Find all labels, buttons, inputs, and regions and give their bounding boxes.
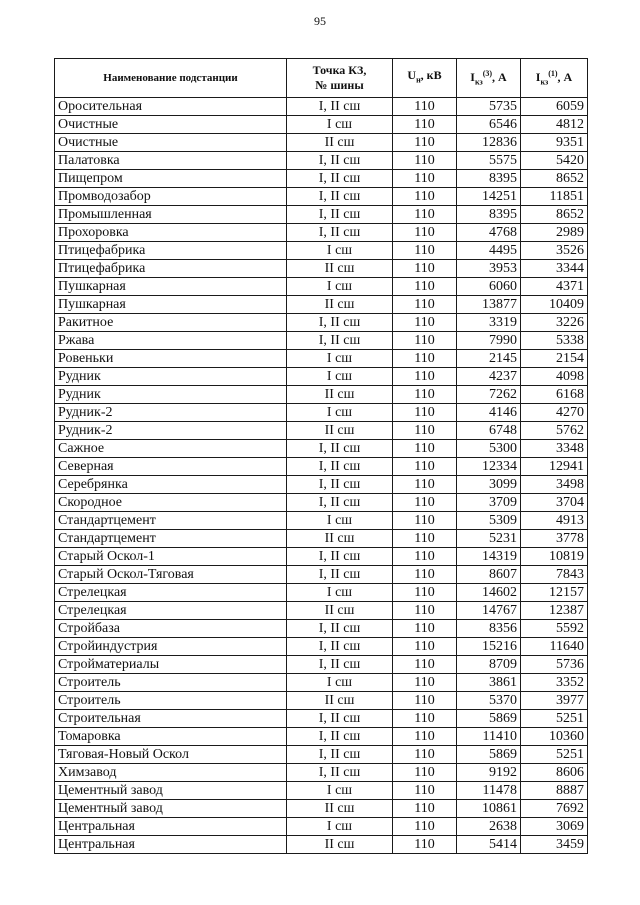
cell-fault-point: II сш bbox=[287, 800, 393, 818]
cell-voltage: 110 bbox=[393, 530, 457, 548]
cell-voltage: 110 bbox=[393, 692, 457, 710]
table-row bbox=[55, 386, 588, 404]
cell-substation-name: Ровеньки bbox=[55, 350, 287, 368]
cell-i1: 12387 bbox=[521, 602, 588, 620]
cell-i3: 5414 bbox=[457, 836, 521, 854]
cell-substation-name: Стройматериалы bbox=[55, 656, 287, 674]
cell-i3: 4768 bbox=[457, 224, 521, 242]
cell-i3: 12334 bbox=[457, 458, 521, 476]
cell-substation-name: Центральная bbox=[55, 836, 287, 854]
cell-i1: 3226 bbox=[521, 314, 588, 332]
cell-i1: 10360 bbox=[521, 728, 588, 746]
cell-substation-name: Пушкарная bbox=[55, 278, 287, 296]
cell-i3: 4495 bbox=[457, 242, 521, 260]
cell-i3: 9192 bbox=[457, 764, 521, 782]
cell-fault-point: I, II сш bbox=[287, 494, 393, 512]
table-row bbox=[55, 134, 588, 152]
cell-substation-name: Прохоровка bbox=[55, 224, 287, 242]
cell-voltage: 110 bbox=[393, 152, 457, 170]
cell-i3: 4237 bbox=[457, 368, 521, 386]
cell-fault-point: I, II сш bbox=[287, 188, 393, 206]
cell-fault-point: II сш bbox=[287, 422, 393, 440]
cell-i3: 6060 bbox=[457, 278, 521, 296]
header-voltage-sub: н bbox=[416, 75, 421, 85]
cell-substation-name: Цементный завод bbox=[55, 782, 287, 800]
cell-fault-point: II сш bbox=[287, 602, 393, 620]
cell-voltage: 110 bbox=[393, 422, 457, 440]
cell-substation-name: Рудник-2 bbox=[55, 404, 287, 422]
cell-fault-point: I, II сш bbox=[287, 332, 393, 350]
header-i3-sup: (3) bbox=[482, 69, 493, 79]
cell-fault-point: I, II сш bbox=[287, 638, 393, 656]
cell-i1: 2989 bbox=[521, 224, 588, 242]
table-header-row bbox=[55, 59, 588, 98]
cell-fault-point: II сш bbox=[287, 692, 393, 710]
cell-substation-name: Строитель bbox=[55, 692, 287, 710]
cell-i3: 5231 bbox=[457, 530, 521, 548]
cell-voltage: 110 bbox=[393, 494, 457, 512]
cell-i1: 3778 bbox=[521, 530, 588, 548]
cell-i3: 12836 bbox=[457, 134, 521, 152]
table-row bbox=[55, 260, 588, 278]
cell-substation-name: Птицефабрика bbox=[55, 242, 287, 260]
cell-i1: 8887 bbox=[521, 782, 588, 800]
table-row bbox=[55, 422, 588, 440]
cell-voltage: 110 bbox=[393, 224, 457, 242]
cell-i1: 5420 bbox=[521, 152, 588, 170]
cell-substation-name: Палатовка bbox=[55, 152, 287, 170]
cell-i1: 5251 bbox=[521, 746, 588, 764]
cell-substation-name: Пищепром bbox=[55, 170, 287, 188]
cell-substation-name: Стрелецкая bbox=[55, 584, 287, 602]
cell-i1: 3526 bbox=[521, 242, 588, 260]
header-i3-unit: , А bbox=[492, 70, 507, 85]
table-row bbox=[55, 728, 588, 746]
cell-i3: 2145 bbox=[457, 350, 521, 368]
cell-i1: 10409 bbox=[521, 296, 588, 314]
cell-substation-name: Стандартцемент bbox=[55, 512, 287, 530]
cell-substation-name: Центральная bbox=[55, 818, 287, 836]
cell-voltage: 110 bbox=[393, 836, 457, 854]
cell-i3: 10861 bbox=[457, 800, 521, 818]
table-row bbox=[55, 530, 588, 548]
cell-i1: 5762 bbox=[521, 422, 588, 440]
cell-i1: 5592 bbox=[521, 620, 588, 638]
cell-i3: 5735 bbox=[457, 98, 521, 116]
cell-i1: 10819 bbox=[521, 548, 588, 566]
cell-fault-point: II сш bbox=[287, 134, 393, 152]
table-body bbox=[55, 98, 588, 854]
cell-voltage: 110 bbox=[393, 188, 457, 206]
cell-substation-name: Томаровка bbox=[55, 728, 287, 746]
cell-fault-point: I сш bbox=[287, 368, 393, 386]
cell-substation-name: Пушкарная bbox=[55, 296, 287, 314]
table-row bbox=[55, 440, 588, 458]
cell-substation-name: Строитель bbox=[55, 674, 287, 692]
table-row bbox=[55, 188, 588, 206]
cell-fault-point: II сш bbox=[287, 296, 393, 314]
cell-fault-point: I, II сш bbox=[287, 764, 393, 782]
cell-voltage: 110 bbox=[393, 206, 457, 224]
cell-i1: 4812 bbox=[521, 116, 588, 134]
cell-i3: 3861 bbox=[457, 674, 521, 692]
cell-substation-name: Очистные bbox=[55, 116, 287, 134]
cell-i3: 8356 bbox=[457, 620, 521, 638]
table-row bbox=[55, 494, 588, 512]
cell-voltage: 110 bbox=[393, 98, 457, 116]
table-row bbox=[55, 584, 588, 602]
cell-i1: 3352 bbox=[521, 674, 588, 692]
cell-i1: 4270 bbox=[521, 404, 588, 422]
cell-i1: 11640 bbox=[521, 638, 588, 656]
table-row bbox=[55, 638, 588, 656]
cell-substation-name: Строительная bbox=[55, 710, 287, 728]
table-row bbox=[55, 350, 588, 368]
cell-fault-point: I, II сш bbox=[287, 458, 393, 476]
cell-fault-point: I, II сш bbox=[287, 710, 393, 728]
cell-i1: 7843 bbox=[521, 566, 588, 584]
table-row bbox=[55, 170, 588, 188]
cell-substation-name: Северная bbox=[55, 458, 287, 476]
cell-i1: 8652 bbox=[521, 170, 588, 188]
cell-i3: 11478 bbox=[457, 782, 521, 800]
cell-voltage: 110 bbox=[393, 548, 457, 566]
cell-i1: 6059 bbox=[521, 98, 588, 116]
cell-i1: 11851 bbox=[521, 188, 588, 206]
cell-substation-name: Рудник-2 bbox=[55, 422, 287, 440]
table-row bbox=[55, 368, 588, 386]
cell-substation-name: Очистные bbox=[55, 134, 287, 152]
cell-i3: 5300 bbox=[457, 440, 521, 458]
cell-voltage: 110 bbox=[393, 620, 457, 638]
cell-i1: 5736 bbox=[521, 656, 588, 674]
table-row bbox=[55, 206, 588, 224]
cell-substation-name: Скородное bbox=[55, 494, 287, 512]
header-i3-symbol: I bbox=[470, 70, 475, 85]
header-voltage bbox=[393, 59, 457, 98]
cell-voltage: 110 bbox=[393, 602, 457, 620]
cell-voltage: 110 bbox=[393, 584, 457, 602]
cell-i1: 2154 bbox=[521, 350, 588, 368]
cell-voltage: 110 bbox=[393, 134, 457, 152]
cell-i3: 4146 bbox=[457, 404, 521, 422]
cell-i3: 13877 bbox=[457, 296, 521, 314]
cell-substation-name: Ракитное bbox=[55, 314, 287, 332]
cell-voltage: 110 bbox=[393, 674, 457, 692]
cell-voltage: 110 bbox=[393, 332, 457, 350]
table-row bbox=[55, 836, 588, 854]
cell-substation-name: Стройиндустрия bbox=[55, 638, 287, 656]
table-row bbox=[55, 656, 588, 674]
cell-i3: 3099 bbox=[457, 476, 521, 494]
table-row bbox=[55, 296, 588, 314]
header-fault-point-line2: № шины bbox=[315, 78, 364, 92]
cell-fault-point: I, II сш bbox=[287, 152, 393, 170]
cell-i3: 5869 bbox=[457, 710, 521, 728]
table-row bbox=[55, 692, 588, 710]
cell-fault-point: I, II сш bbox=[287, 728, 393, 746]
cell-i1: 3977 bbox=[521, 692, 588, 710]
cell-substation-name: Птицефабрика bbox=[55, 260, 287, 278]
cell-substation-name: Сажное bbox=[55, 440, 287, 458]
cell-i3: 6748 bbox=[457, 422, 521, 440]
table-row bbox=[55, 602, 588, 620]
cell-voltage: 110 bbox=[393, 656, 457, 674]
cell-fault-point: I сш bbox=[287, 584, 393, 602]
cell-voltage: 110 bbox=[393, 260, 457, 278]
table-row bbox=[55, 764, 588, 782]
table-row bbox=[55, 404, 588, 422]
table-row bbox=[55, 314, 588, 332]
cell-i1: 8606 bbox=[521, 764, 588, 782]
cell-fault-point: I, II сш bbox=[287, 170, 393, 188]
header-i3 bbox=[457, 59, 521, 98]
cell-i1: 3348 bbox=[521, 440, 588, 458]
cell-i3: 8607 bbox=[457, 566, 521, 584]
table-row bbox=[55, 116, 588, 134]
cell-substation-name: Стройбаза bbox=[55, 620, 287, 638]
table-row bbox=[55, 800, 588, 818]
cell-voltage: 110 bbox=[393, 440, 457, 458]
cell-i3: 14602 bbox=[457, 584, 521, 602]
cell-i3: 7262 bbox=[457, 386, 521, 404]
table-row bbox=[55, 782, 588, 800]
cell-substation-name: Старый Оскол-Тяговая bbox=[55, 566, 287, 584]
cell-i3: 8395 bbox=[457, 170, 521, 188]
header-i1-symbol: I bbox=[535, 70, 541, 85]
cell-i1: 3344 bbox=[521, 260, 588, 278]
cell-fault-point: I, II сш bbox=[287, 746, 393, 764]
cell-fault-point: I, II сш bbox=[287, 548, 393, 566]
cell-fault-point: I, II сш bbox=[287, 620, 393, 638]
cell-fault-point: I, II сш bbox=[287, 206, 393, 224]
cell-i1: 5251 bbox=[521, 710, 588, 728]
table-row bbox=[55, 512, 588, 530]
cell-fault-point: I сш bbox=[287, 512, 393, 530]
cell-voltage: 110 bbox=[393, 350, 457, 368]
cell-voltage: 110 bbox=[393, 170, 457, 188]
cell-i3: 14767 bbox=[457, 602, 521, 620]
cell-fault-point: I, II сш bbox=[287, 314, 393, 332]
cell-i3: 2638 bbox=[457, 818, 521, 836]
cell-fault-point: II сш bbox=[287, 260, 393, 278]
table-row bbox=[55, 98, 588, 116]
cell-substation-name: Стандартцемент bbox=[55, 530, 287, 548]
cell-substation-name: Тяговая-Новый Оскол bbox=[55, 746, 287, 764]
cell-i1: 12941 bbox=[521, 458, 588, 476]
cell-substation-name: Цементный завод bbox=[55, 800, 287, 818]
cell-fault-point: I, II сш bbox=[287, 656, 393, 674]
table-row bbox=[55, 818, 588, 836]
cell-voltage: 110 bbox=[393, 728, 457, 746]
cell-fault-point: I сш bbox=[287, 404, 393, 422]
cell-substation-name: Серебрянка bbox=[55, 476, 287, 494]
table-row bbox=[55, 458, 588, 476]
header-i1 bbox=[521, 59, 588, 98]
cell-substation-name: Оросительная bbox=[55, 98, 287, 116]
cell-substation-name: Промышленная bbox=[55, 206, 287, 224]
cell-voltage: 110 bbox=[393, 710, 457, 728]
cell-voltage: 110 bbox=[393, 512, 457, 530]
cell-voltage: 110 bbox=[393, 314, 457, 332]
cell-voltage: 110 bbox=[393, 278, 457, 296]
cell-i3: 3319 bbox=[457, 314, 521, 332]
cell-fault-point: II сш bbox=[287, 530, 393, 548]
page-number: 95 bbox=[314, 14, 326, 28]
cell-i3: 5309 bbox=[457, 512, 521, 530]
cell-fault-point: II сш bbox=[287, 386, 393, 404]
cell-i1: 4913 bbox=[521, 512, 588, 530]
cell-voltage: 110 bbox=[393, 368, 457, 386]
cell-voltage: 110 bbox=[393, 296, 457, 314]
cell-substation-name: Промводозабор bbox=[55, 188, 287, 206]
cell-substation-name: Стрелецкая bbox=[55, 602, 287, 620]
cell-i3: 3709 bbox=[457, 494, 521, 512]
cell-substation-name: Ржава bbox=[55, 332, 287, 350]
cell-substation-name: Химзавод bbox=[55, 764, 287, 782]
header-voltage-symbol: U bbox=[407, 68, 417, 83]
cell-fault-point: I сш bbox=[287, 242, 393, 260]
cell-substation-name: Старый Оскол-1 bbox=[55, 548, 287, 566]
cell-i3: 6546 bbox=[457, 116, 521, 134]
cell-i1: 9351 bbox=[521, 134, 588, 152]
cell-i1: 3459 bbox=[521, 836, 588, 854]
cell-i1: 3704 bbox=[521, 494, 588, 512]
table-row bbox=[55, 332, 588, 350]
table-row bbox=[55, 548, 588, 566]
cell-fault-point: II сш bbox=[287, 836, 393, 854]
cell-voltage: 110 bbox=[393, 566, 457, 584]
cell-i3: 5575 bbox=[457, 152, 521, 170]
header-voltage-unit: , кВ bbox=[420, 68, 442, 83]
cell-i1: 12157 bbox=[521, 584, 588, 602]
table-row bbox=[55, 242, 588, 260]
cell-fault-point: I сш bbox=[287, 782, 393, 800]
cell-i1: 3498 bbox=[521, 476, 588, 494]
cell-voltage: 110 bbox=[393, 476, 457, 494]
cell-voltage: 110 bbox=[393, 404, 457, 422]
cell-substation-name: Рудник bbox=[55, 386, 287, 404]
cell-voltage: 110 bbox=[393, 800, 457, 818]
cell-fault-point: I, II сш bbox=[287, 440, 393, 458]
cell-voltage: 110 bbox=[393, 746, 457, 764]
cell-i1: 4098 bbox=[521, 368, 588, 386]
cell-i1: 8652 bbox=[521, 206, 588, 224]
cell-i1: 3069 bbox=[521, 818, 588, 836]
cell-fault-point: I, II сш bbox=[287, 224, 393, 242]
cell-i3: 15216 bbox=[457, 638, 521, 656]
cell-i3: 8709 bbox=[457, 656, 521, 674]
table-row bbox=[55, 224, 588, 242]
cell-voltage: 110 bbox=[393, 458, 457, 476]
table-row bbox=[55, 746, 588, 764]
cell-voltage: 110 bbox=[393, 782, 457, 800]
cell-voltage: 110 bbox=[393, 116, 457, 134]
table-row bbox=[55, 674, 588, 692]
header-i1-unit: , А bbox=[557, 70, 573, 85]
cell-i3: 5370 bbox=[457, 692, 521, 710]
cell-i3: 5869 bbox=[457, 746, 521, 764]
cell-voltage: 110 bbox=[393, 638, 457, 656]
table-row bbox=[55, 278, 588, 296]
short-circuit-table bbox=[54, 58, 588, 854]
cell-fault-point: I, II сш bbox=[287, 566, 393, 584]
table-row bbox=[55, 566, 588, 584]
table-row bbox=[55, 620, 588, 638]
cell-fault-point: I сш bbox=[287, 818, 393, 836]
header-fault-point-line1: Точка КЗ, bbox=[312, 63, 367, 77]
cell-i3: 8395 bbox=[457, 206, 521, 224]
cell-i3: 14251 bbox=[457, 188, 521, 206]
table-row bbox=[55, 710, 588, 728]
cell-i3: 14319 bbox=[457, 548, 521, 566]
cell-voltage: 110 bbox=[393, 386, 457, 404]
header-i3-sub: кз bbox=[474, 77, 483, 87]
cell-fault-point: I, II сш bbox=[287, 98, 393, 116]
cell-fault-point: I сш bbox=[287, 350, 393, 368]
cell-i1: 6168 bbox=[521, 386, 588, 404]
cell-i1: 5338 bbox=[521, 332, 588, 350]
cell-i3: 3953 bbox=[457, 260, 521, 278]
cell-i3: 7990 bbox=[457, 332, 521, 350]
header-substation-name: Наименование подстанции bbox=[55, 59, 287, 98]
cell-fault-point: I, II сш bbox=[287, 476, 393, 494]
cell-substation-name: Рудник bbox=[55, 368, 287, 386]
table-row bbox=[55, 152, 588, 170]
cell-voltage: 110 bbox=[393, 764, 457, 782]
cell-i1: 7692 bbox=[521, 800, 588, 818]
cell-fault-point: I сш bbox=[287, 116, 393, 134]
cell-fault-point: I сш bbox=[287, 674, 393, 692]
header-i1-sub: кз bbox=[540, 77, 549, 87]
cell-voltage: 110 bbox=[393, 242, 457, 260]
cell-i1: 4371 bbox=[521, 278, 588, 296]
cell-fault-point: I сш bbox=[287, 278, 393, 296]
table-row bbox=[55, 476, 588, 494]
header-i1-sup: (1) bbox=[548, 69, 558, 79]
cell-i3: 11410 bbox=[457, 728, 521, 746]
header-fault-point bbox=[287, 59, 393, 98]
cell-voltage: 110 bbox=[393, 818, 457, 836]
